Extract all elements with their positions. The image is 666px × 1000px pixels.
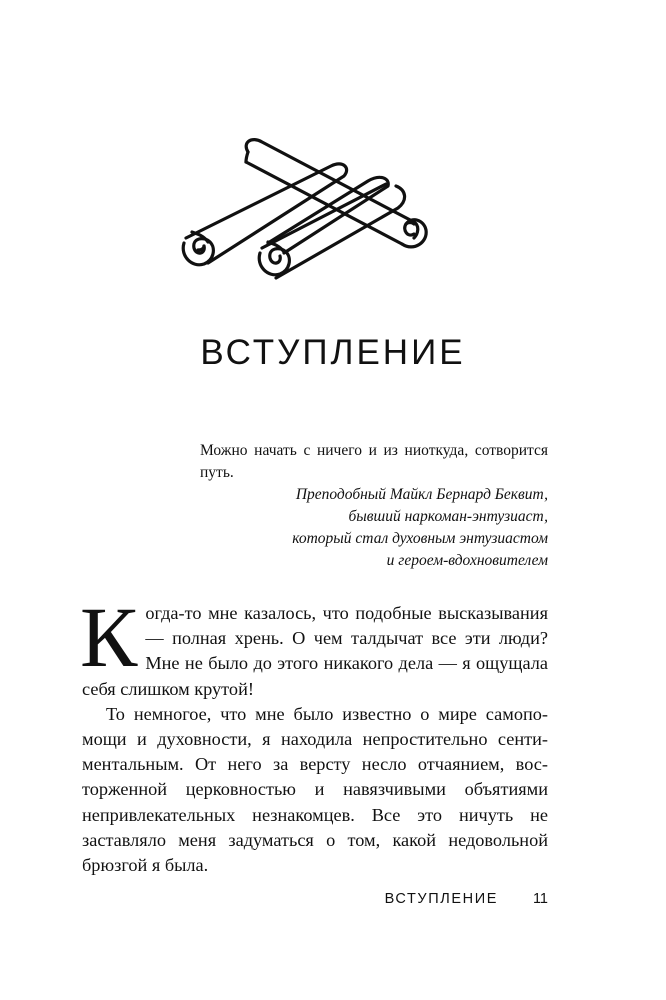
- paragraph-1: [80, 589, 548, 702]
- chapter-title: ВСТУПЛЕНИЕ: [200, 333, 466, 372]
- body-text: [80, 589, 548, 878]
- cinnamon-sticks-icon: [176, 138, 436, 288]
- epigraph-quote: Можно начать с ничего и из ниоткуда, сотворится путь.: [200, 442, 548, 481]
- page-number: 11: [532, 891, 548, 907]
- attribution-line: Преподобный Майкл Бернард Беквит,: [295, 486, 548, 503]
- epigraph: [200, 440, 548, 572]
- attribution-line: бывший наркоман-энтузиаст,: [348, 508, 548, 525]
- attribution-line: который стал духовным энтузиастом: [292, 530, 548, 547]
- paragraph-2: То немногое, что мне было известно о мире самопомощи и духовности, я находила непростительно сентиментальным. От него за версту несло отчаянием, восторженной церковностью и навязчивыми объятиями непривлекательных незнакомцев. Все это ничуть не заставляло меня задуматься о том, какой недовольной брюзгой я была.: [82, 703, 548, 876]
- running-head: ВСТУПЛЕНИЕ: [384, 891, 498, 907]
- epigraph-attribution: [200, 484, 548, 572]
- attribution-line: и героем-вдохновителем: [386, 552, 548, 569]
- page-footer: [0, 891, 666, 911]
- paragraph-1-text: огда-то мне казалось, что подобные высказывания — полная хрень. О чем талдычат все эти люди? Мне не было до этого никакого дела — я ощущала себя слишком крутой!: [82, 603, 548, 699]
- drop-cap: К: [80, 589, 138, 685]
